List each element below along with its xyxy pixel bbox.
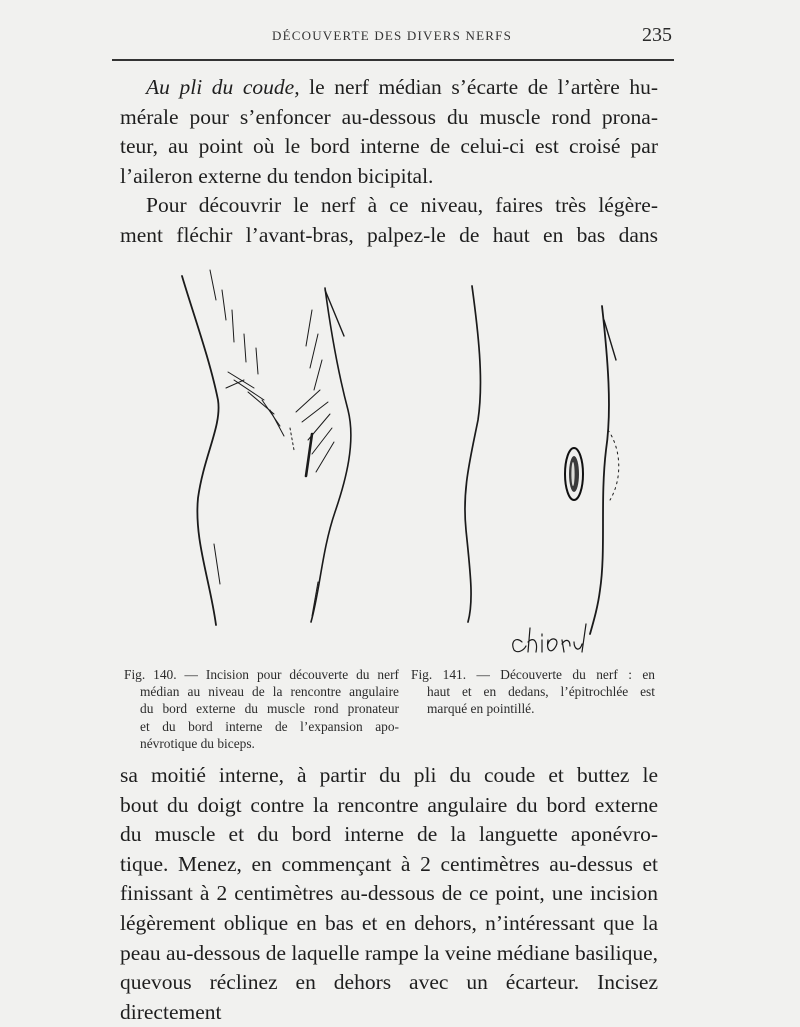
caption-line: Fig. 140. — Incision pour découverte du nerf xyxy=(124,667,399,682)
fig141-arm-left-contour xyxy=(465,286,481,622)
text-line: sa moitié interne, à partir du pli du coude et buttez le xyxy=(120,763,658,787)
text-line: bout du doigt contre la rencontre angulaire du bord externe xyxy=(120,792,658,817)
text-line-part: le nerf médian s’écarte de l’artère hu- xyxy=(299,75,658,99)
body-text-top xyxy=(120,73,658,251)
caption-fig-141 xyxy=(411,666,655,718)
fig141-incision-opening xyxy=(565,448,583,500)
text-line: légèrement oblique en bas et en dehors, n’intéressant que la xyxy=(120,910,658,935)
caption-line: Fig. 141. — Découverte du nerf : en xyxy=(411,667,655,682)
caption-line: et du bord interne de l’expansion apo- xyxy=(140,718,399,734)
fig140-arm-left-contour xyxy=(182,276,219,625)
text-line: finissant à 2 centimètres au-dessous de ce point, une incision xyxy=(120,881,658,906)
anatomical-illustration xyxy=(170,250,640,660)
header-rule xyxy=(112,59,674,61)
caption-line: du bord externe du muscle rond pronateur xyxy=(140,701,399,717)
text-line: tique. Menez, en commençant à 2 centimètres au-dessus et xyxy=(120,851,658,876)
fig140-incision xyxy=(306,434,312,476)
caption-line: névrotique du biceps. xyxy=(140,735,255,751)
fig141-arm-right-contour xyxy=(590,306,609,634)
caption-line: médian au niveau de la rencontre angulaire xyxy=(140,684,399,700)
text-line: quevous réclinez en dehors avec un écarteur. Incisez directement xyxy=(120,970,658,1024)
text-line: l’aileron externe du tendon bicipital. xyxy=(120,163,434,188)
text-line: peau au-dessous de laquelle rampe la veine médiane basilique, xyxy=(120,940,658,965)
text-line: Pour découvrir le nerf à ce niveau, faires très légère- xyxy=(146,193,658,218)
text-line: teur, au point où le bord interne de celui-ci est croisé par xyxy=(120,134,658,159)
italic-lead: Au pli du coude, xyxy=(146,75,300,99)
caption-fig-140 xyxy=(124,666,399,752)
figures-140-141 xyxy=(170,250,640,660)
fig141-epitrochlea-dotted xyxy=(608,430,619,500)
page-number: 235 xyxy=(642,24,672,46)
body-text-bottom xyxy=(120,761,658,1027)
text-line: du muscle et du bord interne de la languette aponévro- xyxy=(120,822,658,847)
artist-signature xyxy=(513,624,586,652)
running-head xyxy=(112,24,672,54)
text-line: mérale pour s’enfoncer au-dessous du muscle rond prona- xyxy=(120,104,658,129)
caption-line: haut et en dedans, l’épitrochlée est xyxy=(427,684,655,700)
fig140-shading xyxy=(210,270,334,616)
text-line: ment fléchir l’avant-bras, palpez-le de haut en bas dans xyxy=(120,222,658,247)
running-title: DÉCOUVERTE DES DIVERS NERFS xyxy=(272,28,512,43)
fig140-incision-guide xyxy=(290,428,294,450)
caption-line: marqué en pointillé. xyxy=(427,701,535,717)
text-line xyxy=(120,73,658,103)
